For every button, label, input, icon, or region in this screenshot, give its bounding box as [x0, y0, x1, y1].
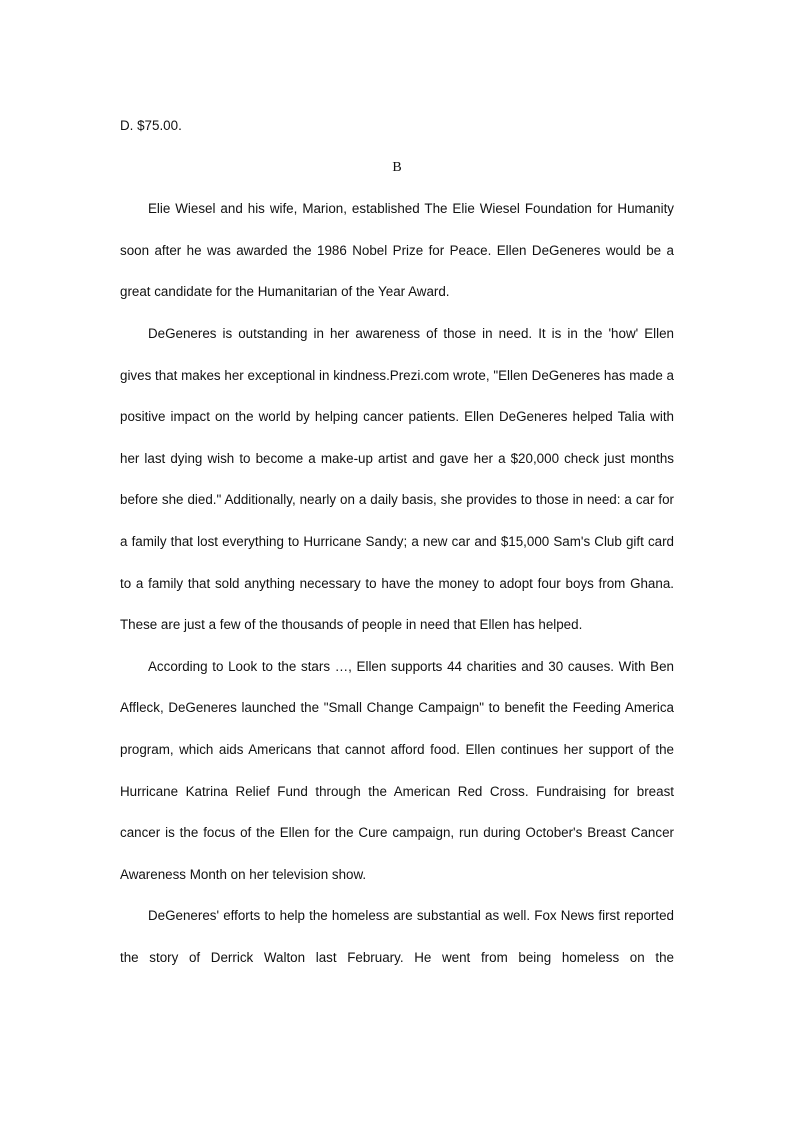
paragraph-3: According to Look to the stars …, Ellen supports 44 charities and 30 causes. With Ben Affleck, DeGeneres launched the "Small Change Campaign" to benefit the Feeding America program, which aids Americans that cannot afford food. Ellen continues her support of the Hurricane Katrina Relief Fund through the American Red Cross. Fundraising for breast cancer is the focus of the Ellen for the Cure campaign, run during October's Breast Cancer Awareness Month on her television show. [120, 658, 674, 882]
document-page [120, 105, 674, 978]
paragraph-4: DeGeneres' efforts to help the homeless are substantial as well. Fox News first reported the story of Derrick Walton last February. He went from being homeless on the [120, 908, 674, 965]
paragraph-1: Elie Wiesel and his wife, Marion, established The Elie Wiesel Foundation for Humanity soon after he was awarded the 1986 Nobel Prize for Peace. Ellen DeGeneres would be a great candidate for the Humanitarian of the Year Award. [120, 201, 674, 300]
paragraph-2: DeGeneres is outstanding in her awareness of those in need. It is in the 'how' Ellen gives that makes her exceptional in kindness.Prezi.com wrote, "Ellen DeGeneres has made a positive impact on the world by helping cancer patients. Ellen DeGeneres helped Talia with her last dying wish to become a make-up artist and gave her a $20,000 check just months before she died." Additionally, nearly on a daily basis, she provides to those in need: a car for a family that lost everything to Hurricane Sandy; a new car and $15,000 Sam's Club gift card to a family that sold anything necessary to have the money to adopt four boys from Ghana. These are just a few of the thousands of people in need that Ellen has helped. [120, 325, 674, 633]
answer-option-d: D. $75.00. [120, 118, 182, 133]
section-heading: B [392, 159, 402, 175]
